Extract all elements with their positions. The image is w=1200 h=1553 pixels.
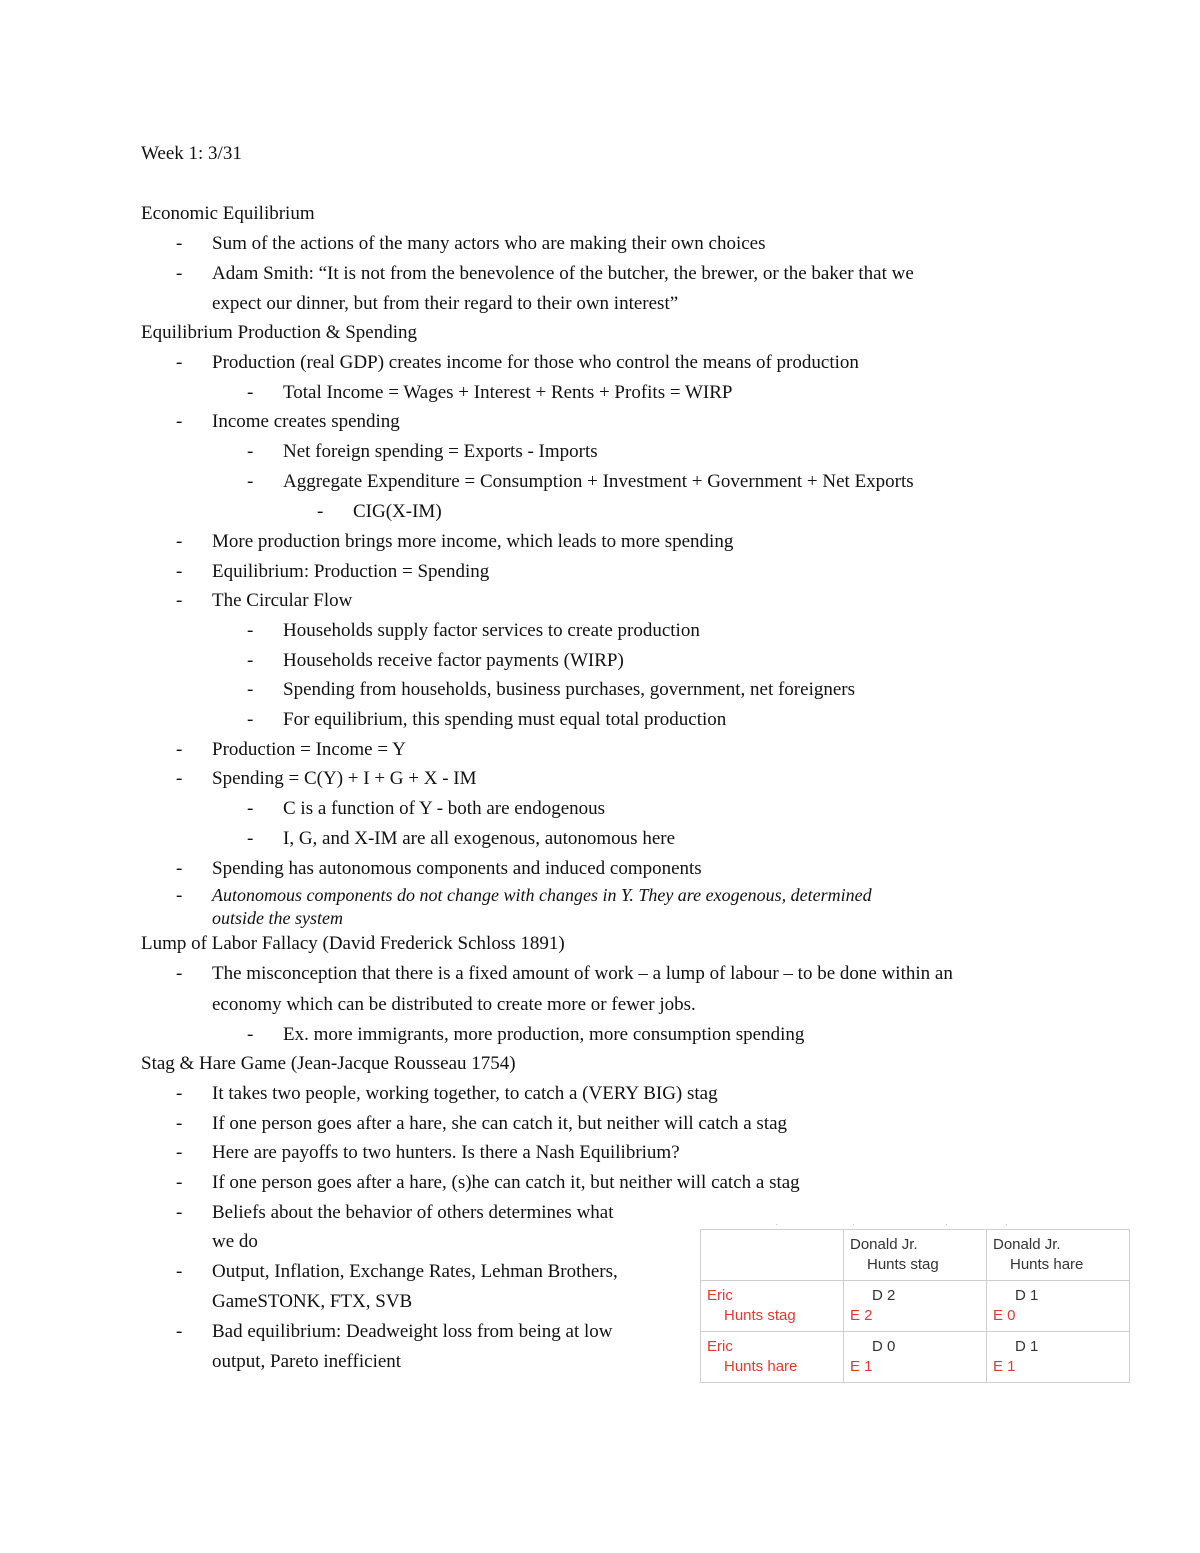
bullet-item: The misconception that there is a fixed amount of work – a lump of labour – to be done within an xyxy=(212,963,953,984)
bullet-item-italic-continued: outside the system xyxy=(212,908,343,928)
column-strategy: Hunts stag xyxy=(867,1256,939,1273)
bullet-item: Spending has autonomous components and induced components xyxy=(212,858,702,879)
section-title: Equilibrium Production & Spending xyxy=(141,322,418,343)
bullet-item-continued: output, Pareto inefficient xyxy=(212,1351,402,1372)
column-header-stag xyxy=(844,1230,987,1281)
section-title: Stag & Hare Game (Jean-Jacque Rousseau 1754) xyxy=(141,1053,516,1074)
bullet-item: Output, Inflation, Exchange Rates, Lehman Brothers, xyxy=(212,1261,618,1282)
bullet-dash: - xyxy=(176,561,183,582)
row-header-hare xyxy=(701,1332,844,1383)
row-player-name: Eric xyxy=(707,1287,733,1304)
row-strategy: Hunts hare xyxy=(724,1358,798,1375)
bullet-dash: - xyxy=(247,471,254,492)
sub-bullet-item: Aggregate Expenditure = Consumption + Investment + Government + Net Exports xyxy=(283,471,914,492)
crop-mark: · xyxy=(852,1220,855,1229)
table-row xyxy=(701,1281,1130,1332)
bullet-item: Sum of the actions of the many actors who are making their own choices xyxy=(212,233,766,254)
table-corner-cell xyxy=(701,1230,844,1281)
payoff-cell xyxy=(844,1281,987,1332)
eric-payoff: E 2 xyxy=(850,1307,873,1324)
section-title: Lump of Labor Fallacy (David Frederick Schloss 1891) xyxy=(141,933,565,954)
bullet-item: Bad equilibrium: Deadweight loss from being at low xyxy=(212,1321,613,1342)
bullet-item: Adam Smith: “It is not from the benevolence of the butcher, the brewer, or the baker that we xyxy=(212,263,914,284)
crop-mark: · xyxy=(945,1220,948,1229)
bullet-dash: - xyxy=(247,679,254,700)
bullet-dash: - xyxy=(176,1142,183,1163)
sub-bullet-item: I, G, and X-IM are all exogenous, autonomous here xyxy=(283,828,676,849)
row-header-stag xyxy=(701,1281,844,1332)
sub-bullet-item: C is a function of Y - both are endogenous xyxy=(283,798,606,819)
column-header-hare xyxy=(987,1230,1130,1281)
eric-payoff: E 1 xyxy=(993,1358,1016,1375)
bullet-dash: - xyxy=(176,1321,183,1342)
row-strategy: Hunts stag xyxy=(724,1307,796,1324)
bullet-dash: - xyxy=(247,1024,254,1045)
bullet-dash: - xyxy=(247,650,254,671)
bullet-item-continued: we do xyxy=(212,1231,258,1252)
bullet-dash: - xyxy=(247,709,254,730)
bullet-dash: - xyxy=(247,441,254,462)
bullet-item: It takes two people, working together, to catch a (VERY BIG) stag xyxy=(212,1083,718,1104)
bullet-item: Here are payoffs to two hunters. Is there a Nash Equilibrium? xyxy=(212,1142,680,1163)
bullet-dash: - xyxy=(247,798,254,819)
bullet-item-continued: expect our dinner, but from their regard to their own interest” xyxy=(212,293,679,314)
bullet-dash: - xyxy=(176,263,183,284)
bullet-dash: - xyxy=(176,1261,183,1282)
sub-bullet-item: Ex. more immigrants, more production, more consumption spending xyxy=(283,1024,805,1045)
table-row xyxy=(701,1332,1130,1383)
bullet-item: Production (real GDP) creates income for those who control the means of production xyxy=(212,352,859,373)
payoff-cell xyxy=(844,1332,987,1383)
bullet-item: More production brings more income, which leads to more spending xyxy=(212,531,734,552)
crop-mark: · xyxy=(775,1220,778,1229)
donald-payoff: D 0 xyxy=(872,1338,896,1355)
section-title: Economic Equilibrium xyxy=(141,203,315,224)
bullet-item-continued: economy which can be distributed to create more or fewer jobs. xyxy=(212,994,696,1015)
eric-payoff: E 1 xyxy=(850,1358,873,1375)
bullet-item: The Circular Flow xyxy=(212,590,353,611)
bullet-item-italic: Autonomous components do not change with changes in Y. They are exogenous, determined xyxy=(212,885,872,905)
eric-payoff: E 0 xyxy=(993,1307,1016,1324)
bullet-dash: - xyxy=(176,411,183,432)
payoff-cell xyxy=(987,1281,1130,1332)
column-player-name: Donald Jr. xyxy=(850,1236,918,1253)
bullet-dash: - xyxy=(176,352,183,373)
column-player-name: Donald Jr. xyxy=(993,1236,1061,1253)
page-heading: Week 1: 3/31 xyxy=(141,143,242,164)
bullet-item: Income creates spending xyxy=(212,411,400,432)
bullet-item: Spending = C(Y) + I + G + X - IM xyxy=(212,768,477,789)
bullet-item: Production = Income = Y xyxy=(212,739,406,760)
bullet-item: Equilibrium: Production = Spending xyxy=(212,561,490,582)
bullet-dash: - xyxy=(176,1083,183,1104)
sub-bullet-item: Total Income = Wages + Interest + Rents + Profits = WIRP xyxy=(283,382,733,403)
bullet-dash: - xyxy=(317,501,324,522)
bullet-dash: - xyxy=(176,768,183,789)
bullet-dash: - xyxy=(176,590,183,611)
column-strategy: Hunts hare xyxy=(1010,1256,1084,1273)
bullet-dash: - xyxy=(176,233,183,254)
bullet-dash: - xyxy=(176,885,183,906)
table-header-row xyxy=(701,1230,1130,1281)
sub-sub-bullet-item: CIG(X-IM) xyxy=(353,501,442,522)
sub-bullet-item: For equilibrium, this spending must equal total production xyxy=(283,709,727,730)
bullet-dash: - xyxy=(247,620,254,641)
payoff-cell xyxy=(987,1332,1130,1383)
sub-bullet-item: Spending from households, business purchases, government, net foreigners xyxy=(283,679,856,700)
payoff-table xyxy=(700,1229,1130,1383)
sub-bullet-item: Households supply factor services to create production xyxy=(283,620,700,641)
donald-payoff: D 1 xyxy=(1015,1287,1039,1304)
bullet-dash: - xyxy=(247,828,254,849)
bullet-item: If one person goes after a hare, she can catch it, but neither will catch a stag xyxy=(212,1113,788,1134)
bullet-dash: - xyxy=(176,1202,183,1223)
sub-bullet-item: Net foreign spending = Exports - Imports xyxy=(283,441,598,462)
bullet-dash: - xyxy=(176,858,183,879)
bullet-dash: - xyxy=(176,1113,183,1134)
donald-payoff: D 2 xyxy=(872,1287,896,1304)
donald-payoff: D 1 xyxy=(1015,1338,1039,1355)
sub-bullet-item: Households receive factor payments (WIRP) xyxy=(283,650,624,671)
bullet-item: If one person goes after a hare, (s)he can catch it, but neither will catch a stag xyxy=(212,1172,800,1193)
bullet-item: Beliefs about the behavior of others determines what xyxy=(212,1202,614,1223)
bullet-dash: - xyxy=(176,531,183,552)
row-player-name: Eric xyxy=(707,1338,733,1355)
bullet-dash: - xyxy=(176,963,183,984)
bullet-dash: - xyxy=(247,382,254,403)
crop-mark: · xyxy=(1005,1220,1008,1229)
bullet-dash: - xyxy=(176,1172,183,1193)
bullet-item-continued: GameSTONK, FTX, SVB xyxy=(212,1291,413,1312)
bullet-dash: - xyxy=(176,739,183,760)
